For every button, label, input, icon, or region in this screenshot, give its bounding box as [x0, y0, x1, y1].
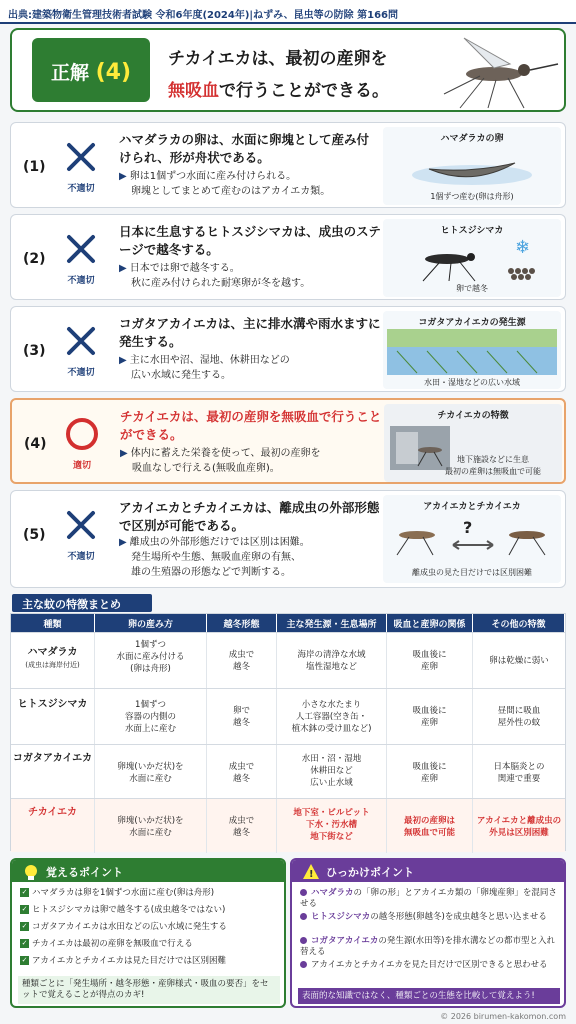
verdict-label: 不適切	[67, 184, 95, 194]
option-4	[10, 398, 566, 484]
illustration-rice-field: コガタアカイエカの発生源 水田・湿地などの広い水域	[383, 311, 561, 389]
option-1	[10, 122, 566, 208]
point-item: ✓ ヒトスジシマカは卵で越冬する(成虫越冬ではない)	[21, 905, 226, 915]
cross-icon	[61, 321, 101, 361]
trap-item: アカイエカとチカイエカを見た目だけで区別できると思わせる	[300, 960, 562, 971]
illustration-egg: ハマダラカの卵 1個ずつ産む(卵は舟形)	[383, 127, 561, 205]
option-bullet: ▶ 体内に蓄えた栄養を使って、最初の産卵を	[120, 448, 321, 459]
column-header: 種類	[11, 614, 95, 632]
verdict-label: 不適切	[67, 276, 95, 286]
column-header: 主な発生源・生息場所	[277, 614, 387, 632]
memorize-points-title: 覚えるポイント	[12, 860, 284, 882]
option-statement: アカイエカとチカイエカは、離成虫の外部形態で区別が可能である。	[119, 500, 380, 533]
option-bullet: ▶ 離成虫の外部形態だけでは区別は困難。	[119, 537, 310, 548]
answer-line-2: 無吸血で行うことができる。	[168, 81, 389, 101]
option-bullet: ▶ 卵は1個ずつ水面に産み付けられる。	[119, 171, 297, 182]
option-number: (5)	[23, 527, 46, 543]
option-bullet: 広い水域に発生する。	[131, 370, 231, 381]
option-number: (1)	[23, 159, 46, 175]
option-5	[10, 490, 566, 588]
trap-points-title: ひっかけポイント	[292, 860, 564, 882]
trap-item: ハマダラカの「卵の形」とアカイエカ類の「卵塊産卵」を混同させる	[300, 888, 557, 909]
summary-title: 主な蚊の特徴まとめ	[12, 594, 152, 612]
column-header: 吸血と産卵の関係	[387, 614, 473, 632]
point-item: ✓ コガタアカイエカは水田などの広い水域に発生する	[21, 922, 227, 932]
illustration-comparison: アカイエカとチカイエカ ? 離成虫の見た目だけでは区別困難	[383, 495, 561, 583]
circle-icon	[62, 414, 102, 454]
points-footnote: 種類ごとに「発生場所・越冬形態・産卵様式・吸血の要否」をセットで覚えることが得点のカギ!	[18, 976, 280, 1004]
verdict-label: 不適切	[67, 368, 95, 378]
option-statement: チカイエカは、最初の産卵を無吸血で行うことができる。	[120, 409, 382, 442]
copyright: © 2026 birumen-kakomon.com	[440, 1012, 566, 1021]
svg-text:!: !	[309, 869, 314, 880]
table-row: コガタアカイエカ 卵塊(いかだ状)を 水面に産む 成虫で 越冬 水田・沼・湿地 休耕田など 広い止水域 吸血後に 産卵 日本脳炎との 関連で重要	[11, 744, 565, 798]
traps-footnote: 表面的な知識ではなく、種類ごとの生態を比較して覚えよう!	[298, 988, 560, 1004]
cross-icon	[61, 229, 101, 269]
table-row: チカイエカ 卵塊(いかだ状)を 水面に産む 成虫で 越冬 地下室・ビルピット 下水・汚水槽 地下街など 最初の産卵は 無吸血で可能 アカイエカと離成虫の 外見は区別困難	[11, 798, 565, 852]
option-bullet: ▶ 日本では卵で越冬する。	[119, 263, 240, 274]
option-statement: ハマダラカの卵は、水面に卵塊として産み付けられ、形が舟状である。	[119, 132, 370, 165]
warning-icon	[302, 863, 320, 881]
option-bullet: ▶ 主に水田や沼、湿地、休耕田などの	[119, 355, 290, 366]
illustration-aedes: ヒトスジシマカ ❄ 卵で越冬	[383, 219, 561, 297]
option-bullet: 吸血なしで行える(無吸血産卵)。	[132, 463, 280, 474]
option-2	[10, 214, 566, 300]
answer-line-1: チカイエカは、最初の産卵を	[168, 49, 388, 69]
answer-banner	[10, 28, 566, 112]
option-3	[10, 306, 566, 392]
answer-badge: 正解 (4)	[32, 38, 150, 102]
mosquito-icon	[424, 34, 564, 110]
cross-icon	[61, 137, 101, 177]
column-header: 卵の産み方	[95, 614, 207, 632]
summary-table	[10, 613, 566, 851]
option-number: (2)	[23, 251, 46, 267]
option-statement: コガタアカイエカは、主に排水溝や雨水ますに発生する。	[119, 316, 381, 349]
point-item: ✓ チカイエカは最初の産卵を無吸血で行える	[21, 939, 193, 949]
option-statement: 日本に生息するヒトスジシマカは、成虫のステージで越冬する。	[119, 224, 381, 257]
svg-text:?: ?	[463, 518, 473, 537]
table-row: ヒトスジシマカ 1個ずつ 容器の内側の 水面上に産む 卵で 越冬 小さな水たまり 人工容器(空き缶・ 植木鉢の受け皿など) 吸血後に 産卵 昼間に吸血 屋外性の蚊	[11, 688, 565, 744]
table-row: ハマダラカ (成虫は海岸付近) 1個ずつ 水面に産み付ける (卵は舟形) 成虫で 越冬 海岸の清浄な水域 塩性湿地など 吸血後に 産卵 卵は乾燥に弱い	[11, 632, 565, 688]
illustration-underground: チカイエカの特徴 地下施設などに生息 最初の産卵は無吸血で可能	[384, 404, 562, 482]
column-header: その他の特徴	[473, 614, 565, 632]
source-header: 出典:建築物衛生管理技術者試験 令和6年度(2024年)|ねずみ、昆虫等の防除 第166問	[0, 0, 576, 24]
cross-icon	[61, 505, 101, 545]
trap-item: コガタアカイエカの発生源(水田等)を排水溝などの都市型と入れ替える	[300, 936, 555, 957]
verdict-label: 不適切	[67, 552, 95, 562]
option-bullet: 雄の生殖器の形態などで判断する。	[131, 567, 291, 578]
verdict-label: 適切	[72, 461, 91, 471]
option-bullet: 秋に産み付けられた耐寒卵が冬を越す。	[131, 278, 311, 289]
lightbulb-icon	[22, 863, 40, 881]
svg-text:❄: ❄	[515, 237, 531, 258]
trap-points-box	[290, 858, 566, 1008]
trap-item: ヒトスジシマカの越冬形態(卵越冬)を成虫越冬と思い込ませる	[300, 912, 562, 923]
option-number: (4)	[24, 436, 47, 452]
option-bullet: 発生場所や生態、無吸血産卵の有無、	[131, 552, 301, 563]
memorize-points-box	[10, 858, 286, 1008]
point-item: ✓ ハマダラカは卵を1個ずつ水面に産む(卵は舟形)	[21, 888, 215, 898]
point-item: ✓ アカイエカとチカイエカは見た目だけでは区別困難	[21, 956, 227, 966]
option-bullet: 卵塊としてまとめて産むのはアカイエカ類。	[131, 186, 331, 197]
column-header: 越冬形態	[207, 614, 277, 632]
option-number: (3)	[23, 343, 46, 359]
